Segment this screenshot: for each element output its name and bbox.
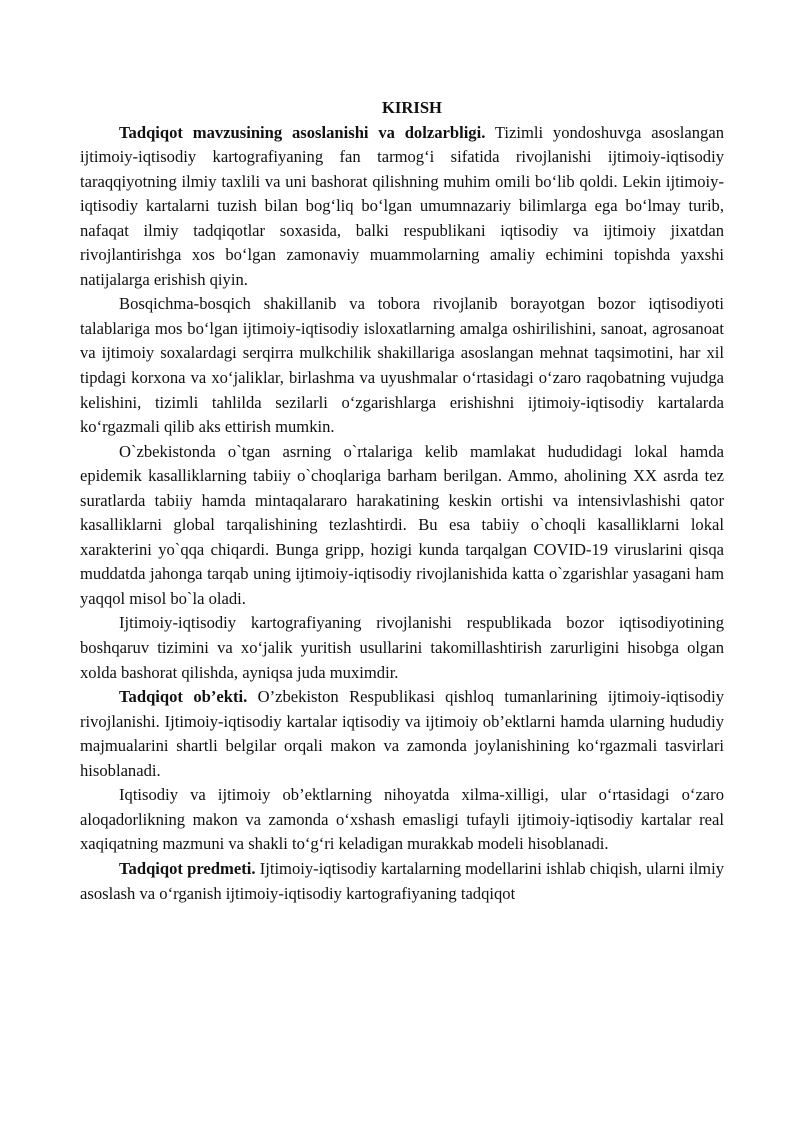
paragraph-text: Bosqichma-bosqich shakillanib va tobora rivojlanib borayotgan bozor iqtisodiyoti talablariga mos bo‘lgan ijtimoiy-iqtisodiy isloxatlarning amalga oshirilishini, sanoat, agrosanoat va ijtimoiy soxalardagi serqirra mulkchilik shakillariga asoslangan mehnat taqsimotini, har xil tipdagi korxona va xo‘jaliklar, birlashma va uyushmalar o‘rtasidagi o‘zaro raqobatning vujudga kelishini, tizimli tahlilda sezilarli o‘zgarishlarga erishishni ijtimoiy-iqtisodiy kartalarda ko‘rgazmali qilib aks ettirish mumkin. [80, 294, 724, 437]
paragraph-relevance [80, 121, 724, 293]
paragraph-text: Ijtimoiy-iqtisodiy kartografiyaning rivojlanishi respublikada bozor iqtisodiyotining boshqaruv tizimini va xo‘jalik yuritish usullarini takomillashtirish zarurligini hisobga olgan xolda bashorat qilishda, ayniqsa juda muximdir. [80, 613, 724, 682]
paragraph-diseases [80, 440, 724, 612]
paragraph-text: Iqtisodiy va ijtimoiy ob’ektlarning nihoyatda xilma-xilligi, ular o‘rtasidagi o‘zaro aloqadorlikning makon va zamonda o‘xshash emasligi tufayli ijtimoiy-iqtisodiy kartalar real xaqiqatning mazmuni va shakli to‘g‘ri keladigan murakkab modeli hisoblanadi. [80, 785, 724, 854]
paragraph-text: Ijtimoiy-iqtisodiy kartalarning modellarini ishlab chiqish, ularni ilmiy asoslash va o‘rganish ijtimoiy-iqtisodiy kartografiyaning tadqiqot [80, 858, 725, 903]
paragraph-text: Tizimli yondoshuvga asoslangan ijtimoiy-iqtisodiy kartografiyaning fan tarmog‘i sifatida rivojlanishi ijtimoiy-iqtisodiy taraqqiyotning ilmiy taxlili va uni bashorat qilishning muhim omili bo‘lib qoldi. Lekin ijtimoiy-iqtisodiy kartalarni tuzish bilan bog‘liq bo‘lgan umumnazariy bilimlarga ega bo‘lmay turib, nafaqat ilmiy tadqiqotlar soxasida, balki respublikani iqtisodiy va ijtimoiy jixatdan rivojlantirishga xos bo‘lgan zamonaviy muammolarning amaliy echimini topishda yaxshi natijalarga erishish qiyin. [80, 122, 725, 289]
paragraph-text: O`zbekistonda o`tgan asrning o`rtalariga kelib mamlakat hududidagi lokal hamda epidemik kasalliklarning tabiiy o`choqlariga barham berilgan. Ammo, aholining XX asrda tez suratlarda tabiiy hamda mintaqalararo harakatining keskin ortishi va intensivlashishi qator kasalliklarni global tarqalishining tezlashtirdi. Bu esa tabiiy o`choqli kasalliklarni lokal xarakterini yo`qqa chiqardi. Bunga gripp, hozigi kunda tarqalgan COVID-19 viruslarini qisqa muddatda jahonga tarqab uning ijtimoiy-iqtisodiy rivojlanishida katta o`zgarishlar yasagani ham yaqqol misol bo`la oladi. [80, 441, 724, 608]
paragraph-cartography-development [80, 611, 724, 685]
paragraph-text: O’zbekiston Respublikasi qishloq tumanlarining ijtimoiy-iqtisodiy rivojlanishi. Ijtimoiy-iqtisodiy kartalar iqtisodiy va ijtimoiy ob’ektlarni hamda ularning hududiy majmualarini shartli belgilar orqali makon va zamonda joylanishining ko‘rgazmali tasvirlari hisoblanadi. [80, 687, 724, 780]
paragraph-lead: Tadqiqot mavzusining asoslanishi va dolzarbligi. [119, 122, 486, 142]
paragraph-objects-diversity [80, 783, 724, 857]
paragraph-research-subject [80, 857, 724, 906]
paragraph-research-object [80, 685, 724, 783]
document-page [80, 96, 724, 906]
paragraph-lead: Tadqiqot predmeti. [119, 858, 256, 878]
paragraph-lead: Tadqiqot ob’ekti. [119, 687, 248, 707]
paragraph-market-economy [80, 292, 724, 439]
page-title: KIRISH [382, 98, 442, 117]
